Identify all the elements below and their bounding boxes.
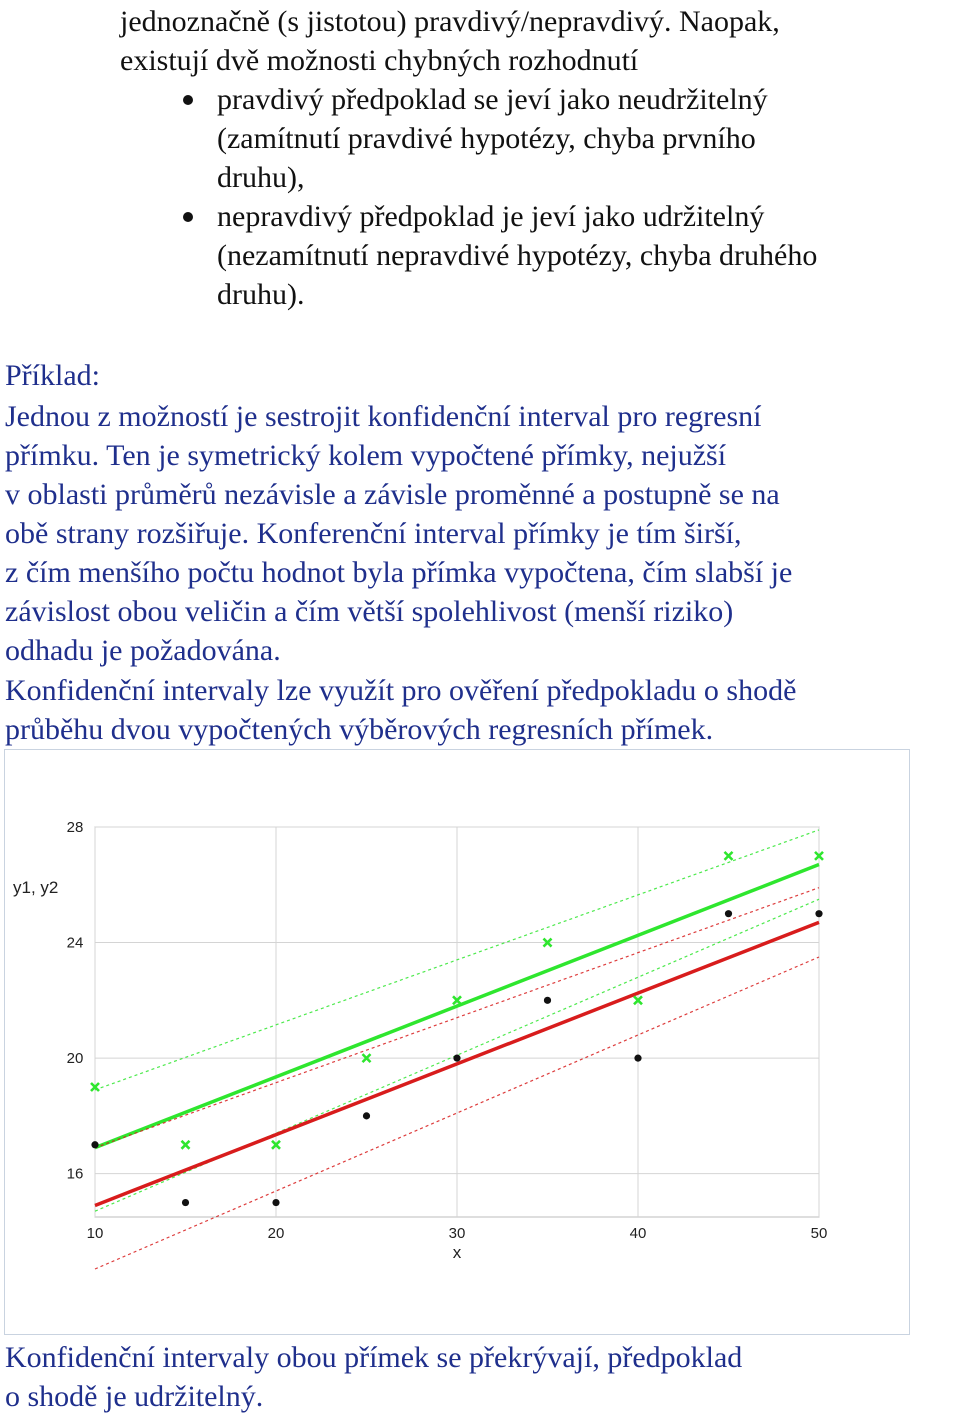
- bullet-marker: [183, 95, 193, 105]
- chart-panel: [4, 749, 910, 1335]
- example-line: odhadu je požadována.: [5, 634, 281, 667]
- data-point-y1: [182, 1199, 189, 1206]
- data-point-y1: [634, 1055, 641, 1062]
- x-tick-label: 40: [629, 1225, 647, 1242]
- bullet-2-line-2: (nezamítnutí nepravdivé hypotézy, chyba druhého: [217, 239, 818, 272]
- data-point-y1: [544, 997, 551, 1004]
- bullet-1-line-1: pravdivý předpoklad se jeví jako neudržitelný: [217, 83, 768, 116]
- example-line: v oblasti průměrů nezávisle a závisle proměnné a postupně se na: [5, 478, 780, 511]
- regression-chart: [5, 750, 909, 1334]
- data-point-y1: [725, 910, 732, 917]
- bullet-1-line-2: (zamítnutí pravdivé hypotézy, chyba prvního: [217, 122, 756, 155]
- x-tick-label: 30: [448, 1225, 466, 1242]
- bullet-marker: [183, 212, 193, 222]
- conclusion-line: o shodě je udržitelný.: [5, 1380, 264, 1413]
- x-tick-label: 50: [810, 1225, 828, 1242]
- example-bold-line: Konfidenční intervaly lze využít pro ověření předpokladu o shodě: [5, 674, 797, 707]
- y-tick-label: 20: [66, 1050, 84, 1068]
- example-line: obě strany rozšiřuje. Konferenční interval přímky je tím širší,: [5, 517, 742, 550]
- example-line: závislost obou veličin a čím větší spolehlivost (menší riziko): [5, 595, 734, 628]
- bullet-2-line-1: nepravdivý předpoklad je jeví jako udržitelný: [217, 200, 765, 233]
- example-line: z čím menšího počtu hodnot byla přímka vypočtena, čím slabší je: [5, 556, 793, 589]
- example-line: přímku. Ten je symetrický kolem vypočtené přímky, nejužší: [5, 439, 727, 472]
- data-point-y1: [272, 1199, 279, 1206]
- x-axis-label: x: [452, 1243, 462, 1262]
- example-line: Jednou z možností je sestrojit konfidenční interval pro regresní: [5, 400, 762, 433]
- bullet-1-line-3: druhu),: [217, 161, 305, 194]
- intro-line-2: existují dvě možnosti chybných rozhodnutí: [120, 44, 639, 77]
- bullet-2-line-3: druhu).: [217, 278, 305, 311]
- x-tick-label: 20: [267, 1225, 285, 1242]
- example-bold-line: průběhu dvou vypočtených výběrových regresních přímek.: [5, 713, 714, 746]
- conclusion-line: Konfidenční intervaly obou přímek se překrývají, předpoklad: [5, 1341, 743, 1374]
- data-point-y2: [725, 852, 733, 860]
- y-tick-label: 24: [66, 934, 84, 952]
- y-tick-label: 28: [66, 819, 84, 836]
- data-point-y1: [815, 910, 822, 917]
- data-point-y1: [91, 1141, 98, 1148]
- example-heading: Příklad:: [5, 359, 100, 392]
- data-point-y1: [453, 1055, 460, 1062]
- x-tick-label: 10: [86, 1225, 104, 1242]
- data-point-y1: [363, 1112, 370, 1119]
- data-point-y2: [182, 1141, 190, 1149]
- y-tick-label: 16: [66, 1165, 84, 1183]
- y-axis-label: y1, y2: [13, 878, 59, 897]
- intro-line-1: jednoznačně (s jistotou) pravdivý/nepravdivý. Naopak,: [120, 5, 780, 38]
